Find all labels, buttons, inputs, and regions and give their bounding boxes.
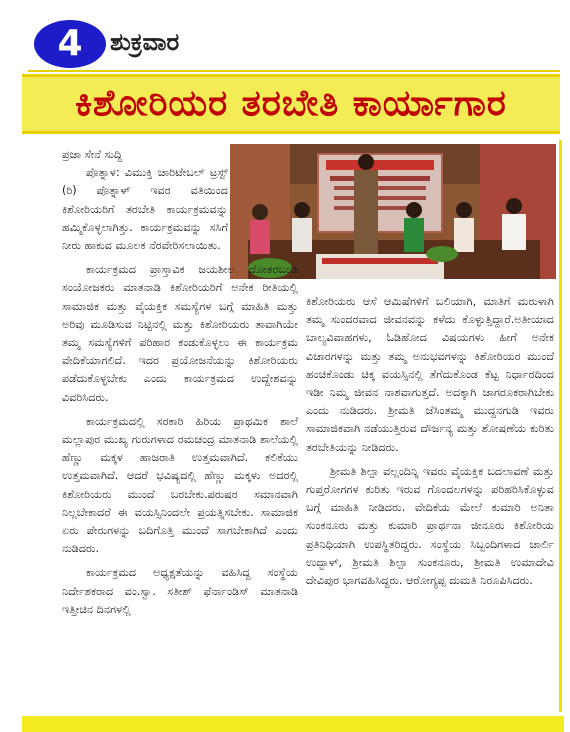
- paragraph: ಕಾರ್ಯಕ್ರಮದ ಪ್ರಾಸ್ತಾವಿಕ ಜಯಶೀಲ ದೋತರಬಂಡಿ ಸಂಯೋಜಕರು ಮಾತನಾಡಿ ಕಿಶೋರಿಯರಿಗೆ ಅನೇಕ ರೀತಿಯಲ್ಲಿ ಸಾಮಾಜಿಕ ಮತ್ತು ವೈಯಕ್ತಿಕ ಸಮಸ್ಯೆಗಳ ಬಗ್ಗೆ ಮಾಹಿತಿ ಮತ್ತು ಅರಿವು ಮೂಡಿಸುವ ನಿಟ್ಟಿನಲ್ಲಿ ಮತ್ತು ಕಿಶೋರಿಯರು ತಾವಾಗಿಯೇ ತಮ್ಮ ಸಮಸ್ಯೆಗಳಿಗೆ ಪರಿಹಾರ ಕಂಡುಕೊಳ್ಳಲು ಈ ಕಾರ್ಯಕ್ರಮ ವೇದಿಕೆಯಾಗಲಿದೆ. ಇದರ ಪ್ರಯೋಜನೆಯನ್ನು ಕಿಶೋರಿಯರು ಪಡೆದುಕೊಳ್ಳಬೇಕು ಎಂದು ಕಾರ್ಯಕ್ರಮದ ಉದ್ದೇಶವನ್ನು ವಿವರಿಸಿದರು.: [62, 263, 298, 404]
- headline: ಕಿಶೋರಿಯರ ತರಬೇತಿ ಕಾರ್ಯಾಗಾರ: [75, 83, 507, 124]
- paragraph: ಶ್ರೀಮತಿ ಶಿಲ್ಪಾ ವಲ್ಲಂದಿನ್ನಿ ಇವರು ವೈಯಕ್ತಿಕ ಬದಲಾವಣೆ ಮತ್ತು ಗುಪ್ತರೋಗಗಳ ಕುರಿತು ಇರುವ ಗೊಂದಲಗಳನ್ನು ಪರಿಹರಿಸಿಕೊಳ್ಳುವ ಬಗ್ಗೆ ಮಾಹಿತಿ ನೀಡಿದರು. ವೇದಿಕೆಯ ಮೇಲೆ ಕುಮಾರಿ ಅನಿತಾ ಸುಂಕನೂರು ಮತ್ತು ಕುಮಾರಿ ಪ್ರಾರ್ಥನಾ ಜೀನೂರು ಕಿಶೋರಿಯ ಪ್ರತಿನಿಧಿಯಾಗಿ ಉಪಸ್ಥಿತರಿದ್ದರು. ಸಂಸ್ಥೆಯ ಸಿಬ್ಬಂದಿಗಳಾದ ಚಾರ್ಲಿ ಉದ್ಬಾಳ್, ಶ್ರೀಮತಿ ಶಿಲ್ಪಾ ಸುಂಕನೂರು, ಶ್ರೀಮತಿ ಉಮಾದೇವಿ ದೇವಿಪುರ ಭಾಗವಹಿಸಿದ್ದರು. ಆರೋಗ್ಯಪ್ಪ ದುಮತಿ ನಿರೂಪಿಸಿದರು.: [306, 464, 554, 588]
- page-number-badge: [34, 20, 106, 68]
- day-label: ಶುಕ್ರವಾರ: [110, 28, 180, 56]
- paragraph: ಕಾರ್ಯಕ್ರಮದಲ್ಲಿ ಸರಕಾರಿ ಹಿರಿಯ ಪ್ರಾಥಮಿಕ ಶಾಲೆ ಮಲ್ಲಾಪುರ ಮುಖ್ಯ ಗುರುಗಳಾದ ರಮಚಂದ್ರ ಮಾತನಾಡಿ ಶಾಲೆಯಲ್ಲಿ ಹೆಣ್ಣು ಮಕ್ಕಳ ಹಾಜರಾತಿ ಉತ್ತಮವಾಗಿದೆ. ಕಲಿಕೆಯು ಉತ್ತಮವಾಗಿದೆ. ಆದರೆ ಭವಿಷ್ಯದಲ್ಲಿ ಹೆಣ್ಣು ಮಕ್ಕಳು ಅದರಲ್ಲಿ ಕಿಶೋರಿಯರು ಮುಂದೆ ಬರಬೇಕು.ಪರುಷರ ಸಮಾನವಾಗಿ ನಿಲ್ಲಬೇಕಾದರೆ ಈ ವಯಸ್ಸಿನಿಂದಲೇ ಪ್ರಯತ್ನಿಸಬೇಕು. ಸಾಮಾಜಿಕ ಏರು ಪೇರುಗಳನ್ನು ಬದಿಗೊತ್ತಿ ಮುಂದೆ ಸಾಗಬೇಕಾಗಿದೆ ಎಂದು ನುಡಿದರು.: [62, 414, 298, 556]
- bottom-bar: [22, 716, 564, 732]
- paragraph: ಪೊತ್ನಾಳ: ವಿಮುಕ್ತಿ ಚಾರಿಟೇಬಲ್ ಟ್ರಸ್ಟ್ (ರಿ) ಪೊತ್ನಾಳ್ ಇವರ ವತಿಯಿಂದ ಕಿಶೋರಿಯರಿಗೆ ತರಬೇತಿ ಕಾರ್ಯಕ್ರಮವನ್ನು ಹಮ್ಮಿಕೊಳ್ಳಲಾಗಿತ್ತು. ಕಾರ್ಯಕ್ರಮವನ್ನು ಸಸಿಗೆ ನೀರು ಹಾಕುವ ಮೂಲಕ ನೆರವೇರಿಸಲಾಯಿತು.: [62, 166, 228, 253]
- page-number: 4: [57, 23, 83, 64]
- paragraph: ಕಿಶೋರಿಯರು ಆಸೆ ಆಮಿಷೆಗಳಿಗೆ ಬಲಿಯಾಗಿ, ಮಾತಿಗೆ ಮರುಳಾಗಿ ತಮ್ಮ ಸುಂದರವಾದ ಜೀವನವನ್ನು ಕಳೆದು ಕೊಳ್ಳುತ್ತಿದ್ದಾರೆ.ಅತೀಯಾದ ಬಾಲ್ಯವಿವಾಹಗಳು, ಓಡಿಹೋದ ವಿಷಯಗಳು ಹೀಗೆ ಅನೇಕ ವಿಚಾರಗಳನ್ನು ಮತ್ತು ತಮ್ಮ ಅನುಭವಗಳನ್ನು ಕಿಶೋರಿಯರ ಮುಂದೆ ಹಂಚಿಕೊಂಡು ಚಿಕ್ಕ ವಯಸ್ಸಿನಲ್ಲಿ ತೆಗೆದುಕೊಂಡ ಕೆಟ್ಟ ನಿರ್ಧಾರದಿಂದ ಇಡೀ ನಿಮ್ಮ ಜೀವನ ನಾಶವಾಗುತ್ತದೆ. ಅದಕ್ಕಾಗಿ ಜಾಗರೂಕರಾಗಿಬೇಕು ಎಂದು ನುಡಿದರು. ಶ್ರೀಮತಿ ಜೆಸಿಂತಮ್ಮ ಮುದ್ದನಗುಡಿ ಇವರು ಸಾಮಾಜಿಕವಾಗಿ ನಡೆಯುತ್ತಿರುವ ದೌರ್ಜನ್ಯ ಮತ್ತು ಶೋಷಣೆಯ ಕುರಿತು ತರಬೇತಿಯನ್ನು ನೀಡಿದರು.: [306, 295, 554, 454]
- byline: ಪ್ರಜಾ ಸೇನೆ ಸುದ್ದಿ: [62, 148, 123, 161]
- paragraph: ಕಾರ್ಯಕ್ರಮದ ಅಧ್ಯಕ್ಷತೆಯನ್ನು ವಹಿಸಿದ್ದ ಸಂಸ್ಥೆಯ ನಿರ್ದೇಶಕರಾದ ವಂ.ಸ್ವಾ. ಸತೀಶ್ ಫೆರ್ನಾಂಡಿಸ್ ಮಾತನಾಡಿ ಇತ್ತೀಚಿನ ದಿನಗಳಲ್ಲಿ: [62, 566, 298, 616]
- top-rule: [28, 70, 560, 72]
- right-rule: [559, 140, 562, 712]
- right-column: [306, 293, 554, 590]
- left-column: [62, 146, 298, 619]
- headline-band: [22, 74, 560, 134]
